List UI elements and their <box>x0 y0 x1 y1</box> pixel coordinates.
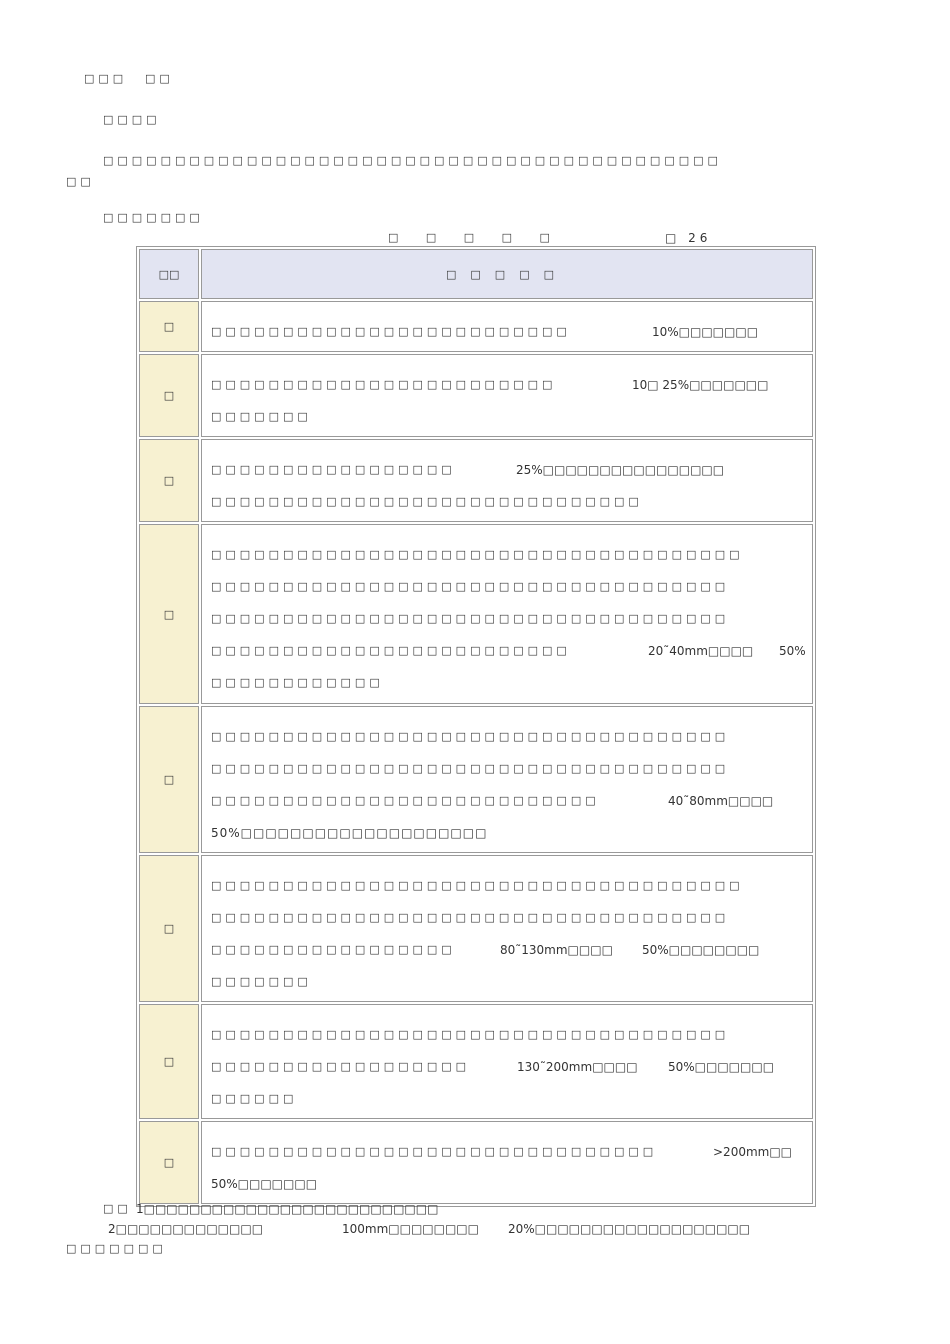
row-description <box>201 301 813 352</box>
paragraph-line-2: □□ <box>66 175 95 188</box>
description-line: □□□□□□□□□□□□□□□□□□□□□□□□□□□□□□□□□□□□ <box>211 580 730 593</box>
description-value: 40˜80mm□□□□ <box>668 794 774 808</box>
description-line: □□□□□□□□□□□□□□□□□□□□□□□□□ <box>211 325 571 338</box>
description-line: □□□□□□□□□□□□ <box>211 676 384 689</box>
description-line: □□□□□□□□□□□□□□□□□□ <box>211 1060 471 1073</box>
description-value: 20˜40mm□□□□ <box>648 644 754 658</box>
row-level: □ <box>139 1004 199 1119</box>
row-description <box>201 439 813 522</box>
subheading: □□□□ <box>103 113 161 126</box>
row-level: □ <box>139 439 199 522</box>
description-value: 50%□□□□□□□ <box>668 1060 775 1074</box>
description-line: □□□□□□□□□□□□□□□□□□□□□□□□□□□□□□□□□□□□ <box>211 612 730 625</box>
description-value: 50%□□□□□□□□□□□□□□□□□□□□ <box>211 826 488 840</box>
description-line: □□□□□□□□□□□□□□□□□□□□□□□□□□□□□□□□□□□□ <box>211 730 730 743</box>
row-level: □ <box>139 855 199 1002</box>
description-value: 50%□□□□□□□□ <box>642 943 760 957</box>
description-value: 10□ 25%□□□□□□□ <box>632 378 769 392</box>
table-intro: □□□□□□□ <box>103 211 204 224</box>
description-value: 80˜130mm□□□□ <box>500 943 613 957</box>
row-level: □ <box>139 524 199 704</box>
table-row <box>139 855 813 1002</box>
description-line: □□□□□□□□□□□□□□□□□□□□□□□□□□□□□□□□□□□□ <box>211 911 730 924</box>
row-description <box>201 354 813 437</box>
table-row <box>139 439 813 522</box>
table-caption-number: □ 26 <box>665 231 712 245</box>
table-row <box>139 1004 813 1119</box>
grading-table <box>136 246 816 1207</box>
description-line: □□□□□□ <box>211 1092 298 1105</box>
description-line: □□□□□□□ <box>211 975 312 988</box>
description-line: □□□□□□□□□□□□□□□□□ <box>211 463 456 476</box>
section-number: □□□ <box>84 72 128 85</box>
table-row <box>139 706 813 853</box>
description-value: 130˜200mm□□□□ <box>517 1060 638 1074</box>
description-line: □□□□□□□□□□□□□□□□□□□□□□□□□□□□□□□□□□□□ <box>211 762 730 775</box>
description-line: □□□□□□□□□□□□□□□□□□□□□□□□□□□□□□□□□□□□□ <box>211 879 744 892</box>
note-2-part-3: 20%□□□□□□□□□□□□□□□□□□□ <box>508 1222 751 1236</box>
row-description <box>201 1004 813 1119</box>
row-level: □ <box>139 706 199 853</box>
description-line: □□□□□□□□□□□□□□□□□□□□□□□□□□□□□□□ <box>211 1145 658 1158</box>
note-2-continuation: □□□□□□□ <box>66 1242 167 1255</box>
description-line: □□□□□□□ <box>211 410 312 423</box>
description-value: >200mm□□ <box>713 1145 793 1159</box>
table-caption-title: □ □ □ □ □ <box>388 231 562 244</box>
row-level: □ <box>139 354 199 437</box>
table-row <box>139 354 813 437</box>
description-line: □□□□□□□□□□□□□□□□□□□□□□□□□□□□□□ <box>211 495 643 508</box>
row-description <box>201 1121 813 1204</box>
description-value: 50% <box>779 644 806 658</box>
header-level: □□ <box>139 249 199 299</box>
row-description <box>201 855 813 1002</box>
note-2-part-2: 100mm□□□□□□□□ <box>342 1222 479 1236</box>
row-level: □ <box>139 1121 199 1204</box>
description-line: □□□□□□□□□□□□□□□□□□□□□□□□□□□□□□□□□□□□□ <box>211 548 744 561</box>
notes-label: □□ <box>103 1202 132 1215</box>
table-row <box>139 524 813 704</box>
row-description <box>201 524 813 704</box>
description-line: □□□□□□□□□□□□□□□□□ <box>211 943 456 956</box>
note-1: 1□□□□□□□□□□□□□□□□□□□□□□□□□□ <box>136 1202 439 1216</box>
description-line: □□□□□□□□□□□□□□□□□□□□□□□□□□□ <box>211 794 600 807</box>
section-title: □□ <box>145 72 174 85</box>
table-row <box>139 1121 813 1204</box>
note-2-part-1: 2□□□□□□□□□□□□□ <box>108 1222 264 1236</box>
description-line: □□□□□□□□□□□□□□□□□□□□□□□□□□□□□□□□□□□□ <box>211 1028 730 1041</box>
table-header-row <box>139 249 813 299</box>
description-line: □□□□□□□□□□□□□□□□□□□□□□□□ <box>211 378 557 391</box>
table-row <box>139 301 813 352</box>
description-value: 25%□□□□□□□□□□□□□□□□ <box>516 463 725 477</box>
description-value: 10%□□□□□□□ <box>652 325 759 339</box>
row-level: □ <box>139 301 199 352</box>
description-line: □□□□□□□□□□□□□□□□□□□□□□□□□ <box>211 644 571 657</box>
row-description <box>201 706 813 853</box>
header-content: □□□□□ <box>201 249 813 299</box>
description-value: 50%□□□□□□□ <box>211 1177 318 1191</box>
paragraph-line-1: □□□□□□□□□□□□□□□□□□□□□□□□□□□□□□□□□□□□□□□□□□□ <box>103 154 722 167</box>
